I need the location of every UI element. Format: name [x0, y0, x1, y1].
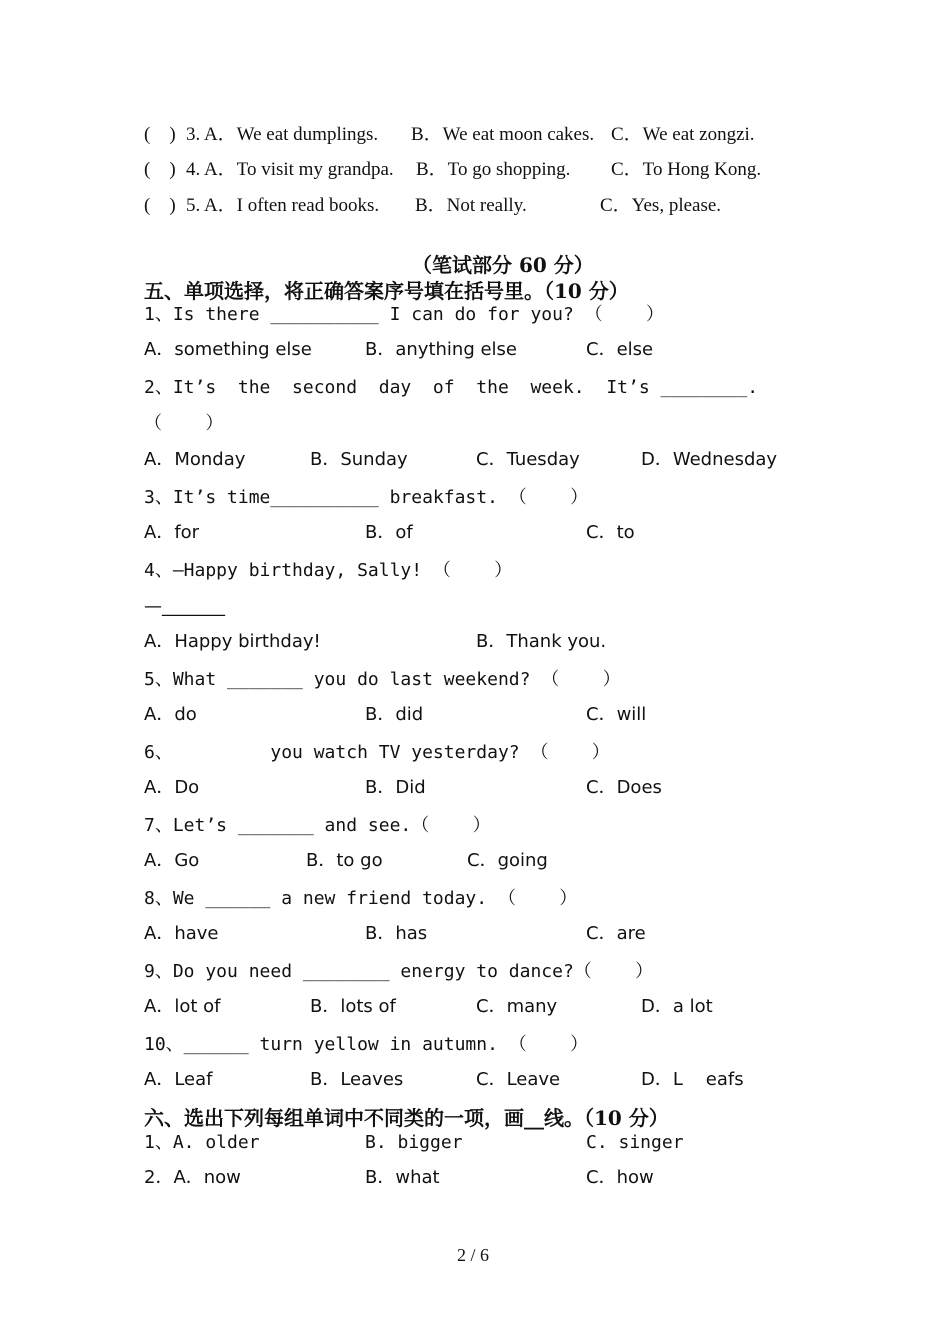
s5-q2-text-line2: （ ）	[144, 413, 224, 434]
s5-q2-option-c: C．Tuesday	[476, 449, 580, 470]
s5-q3-text: 3、It’s time__________ breakfast. （ ）	[144, 487, 589, 508]
listening-q3-option-b: B．We eat moon cakes.	[411, 124, 595, 145]
s5-q10-option-d: D．L eafs	[641, 1069, 744, 1090]
s6-q2-option-b: B．what	[365, 1167, 440, 1188]
s5-q6-option-c: C．Does	[586, 777, 662, 798]
s5-q5-option-b: B．did	[365, 704, 424, 725]
listening-q4-option-c: C．To Hong Kong.	[611, 159, 762, 180]
s5-q2-option-b: B．Sunday	[310, 449, 408, 470]
s5-q8-option-a: A．have	[144, 923, 219, 944]
s5-q6-text: 6、 you watch TV yesterday? （ ）	[144, 742, 610, 763]
written-part-heading: （笔试部分 60 分）	[412, 253, 594, 277]
s5-q2-option-d: D．Wednesday	[641, 449, 778, 470]
listening-q3-option-a: 3. A．We eat dumplings.	[186, 124, 379, 145]
s5-q9-option-d: D．a lot	[641, 996, 713, 1017]
s5-q5-option-c: C．will	[586, 704, 647, 725]
s5-q9-option-b: B．lots of	[310, 996, 396, 1017]
s5-q1-option-b: B．anything else	[365, 339, 517, 360]
s5-q8-option-b: B．has	[365, 923, 428, 944]
s5-q7-option-b: B．to go	[306, 850, 383, 871]
s5-q4-option-b: B．Thank you.	[476, 631, 607, 652]
s5-q8-option-c: C．are	[586, 923, 646, 944]
listening-q4-option-b: B．To go shopping.	[416, 159, 571, 180]
listening-q4-option-a: 4. A．To visit my grandpa.	[186, 159, 394, 180]
s5-q10-text: 10、______ turn yellow in autumn. （ ）	[144, 1034, 589, 1055]
s5-q3-option-b: B．of	[365, 522, 413, 543]
s5-q6-option-b: B．Did	[365, 777, 426, 798]
s6-q1-option-c: C. singer	[586, 1132, 684, 1153]
s5-q3-option-a: A．for	[144, 522, 200, 543]
s5-q5-option-a: A．do	[144, 704, 197, 725]
s5-q2-option-a: A．Monday	[144, 449, 246, 470]
s5-q7-option-a: A．Go	[144, 850, 200, 871]
section6-title: 六、选出下列每组单词中不同类的一项，画__线。（10 分）	[144, 1106, 669, 1130]
s5-q7-option-c: C．going	[467, 850, 548, 871]
s5-q1-option-c: C．else	[586, 339, 654, 360]
s5-q9-option-a: A．lot of	[144, 996, 221, 1017]
s5-q6-option-a: A．Do	[144, 777, 200, 798]
s5-q1-text: 1、Is there __________ I can do for you? （ ）	[144, 304, 664, 325]
listening-q3-option-c: C．We eat zongzi.	[611, 124, 755, 145]
listening-q5-option-b: B．Not really.	[415, 195, 527, 216]
s6-q2-option-a: 2．A．now	[144, 1167, 241, 1188]
s5-q9-option-c: C．many	[476, 996, 558, 1017]
s5-q4-text: 4、—Happy birthday, Sally! （ ）	[144, 560, 513, 581]
listening-q5-option-a: 5. A．I often read books.	[186, 195, 380, 216]
listening-paren-3: ( )	[144, 124, 176, 145]
listening-q5-option-c: C．Yes, please.	[600, 195, 722, 216]
s5-q1-option-a: A．something else	[144, 339, 312, 360]
listening-paren-4: ( )	[144, 159, 176, 180]
s5-q8-text: 8、We ______ a new friend today. （ ）	[144, 888, 578, 909]
s6-q1-option-a: 1、A. older	[144, 1132, 260, 1153]
s6-q2-option-c: C．how	[586, 1167, 654, 1188]
s5-q4-reply: —_______	[144, 596, 225, 617]
s5-q4-option-a: A．Happy birthday!	[144, 631, 321, 652]
s5-q3-option-c: C．to	[586, 522, 635, 543]
s5-q9-text: 9、Do you need ________ energy to dance?（ ）	[144, 961, 654, 982]
s5-q5-text: 5、What _______ you do last weekend? （ ）	[144, 669, 621, 690]
s5-q10-option-b: B．Leaves	[310, 1069, 404, 1090]
section5-title: 五、单项选择，将正确答案序号填在括号里。（10 分）	[144, 279, 629, 303]
s5-q7-text: 7、Let’s _______ and see.（ ）	[144, 815, 491, 836]
s6-q1-option-b: B. bigger	[365, 1132, 463, 1153]
s5-q2-text-line1: 2、It’s the second day of the week. It’s ________.	[144, 377, 759, 398]
s5-q10-option-c: C．Leave	[476, 1069, 561, 1090]
page-number: 2 / 6	[457, 1245, 490, 1265]
listening-paren-5: ( )	[144, 195, 176, 216]
s5-q10-option-a: A．Leaf	[144, 1069, 213, 1090]
